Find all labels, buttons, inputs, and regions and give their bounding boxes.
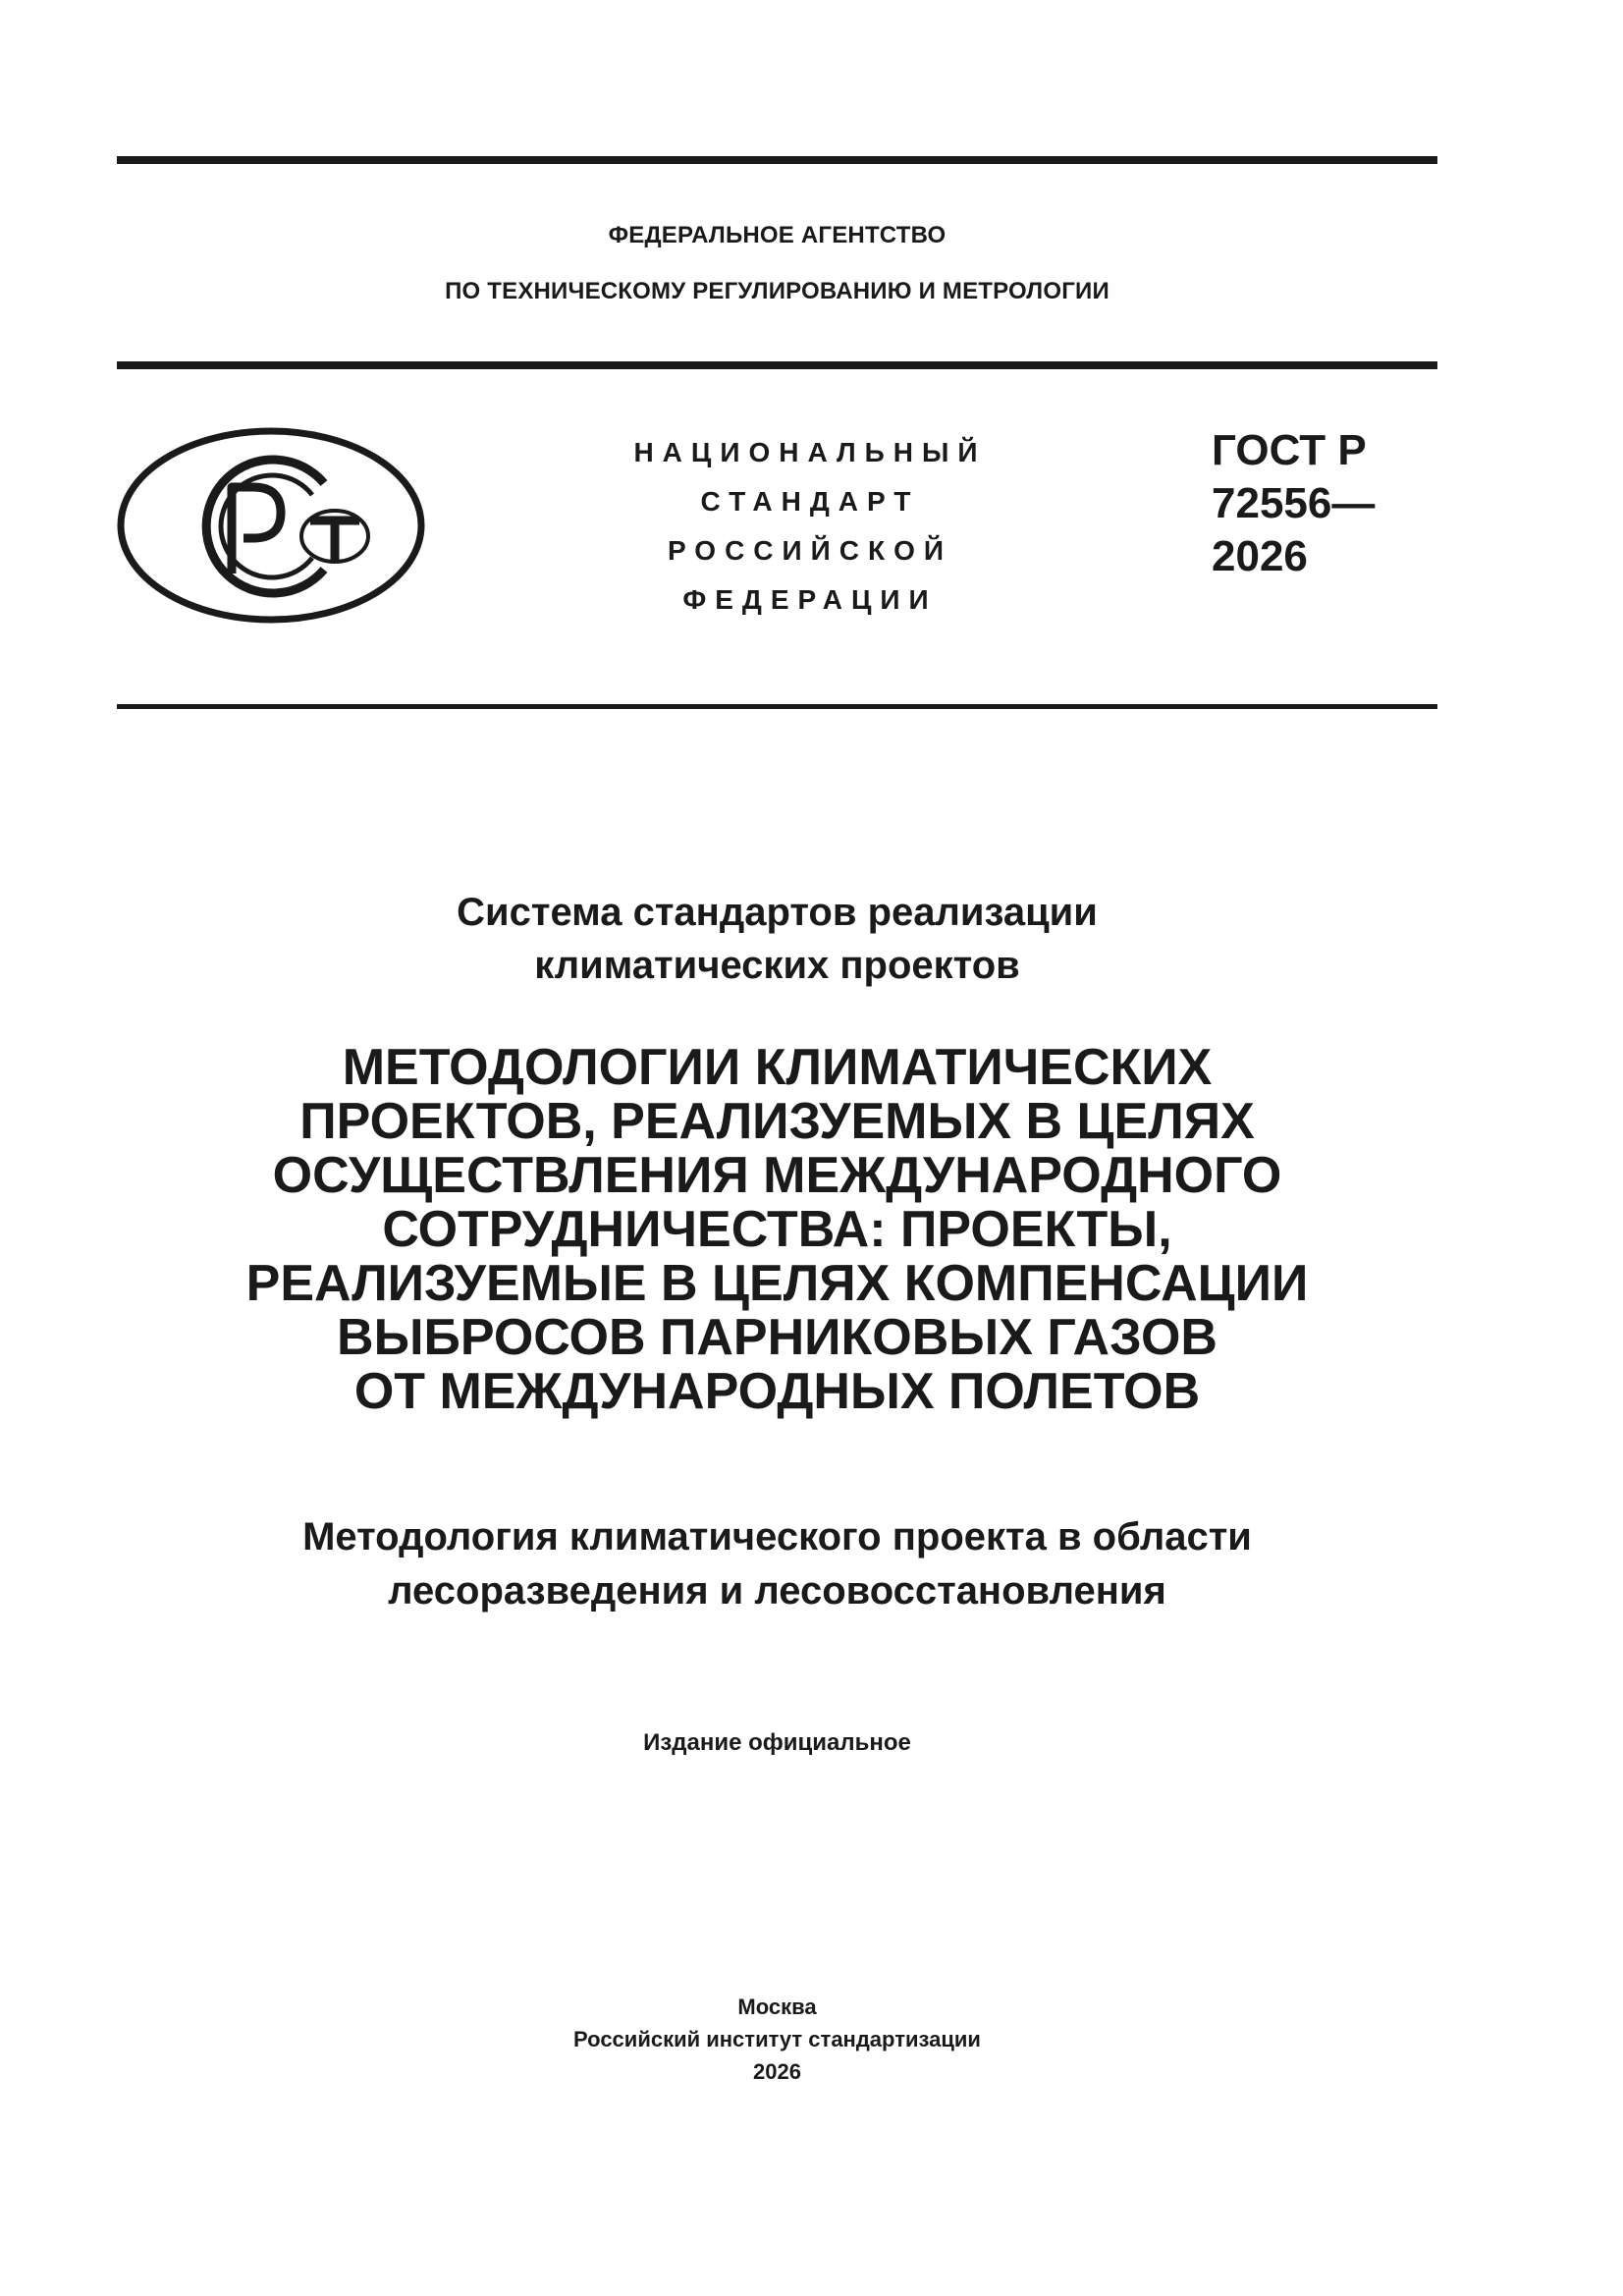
main-title [117, 1041, 1437, 1419]
national-line: ФЕДЕРАЦИИ [682, 584, 938, 615]
main-title-line: ОСУЩЕСТВЛЕНИЯ МЕЖДУНАРОДНОГО [272, 1147, 1282, 1204]
imprint-year: 2026 [753, 2059, 801, 2084]
imprint-publisher: Российский институт стандартизации [573, 2027, 981, 2051]
main-title-line: РЕАЛИЗУЕМЫЕ В ЦЕЛЯХ КОМПЕНСАЦИИ [245, 1255, 1309, 1312]
section-rule [117, 704, 1437, 709]
top-rule [117, 156, 1437, 164]
header-rule [117, 361, 1437, 369]
standard-designation [1212, 424, 1375, 583]
imprint [117, 1991, 1437, 2088]
national-line: НАЦИОНАЛЬНЫЙ [633, 437, 987, 467]
designation-line: 72556— [1212, 479, 1376, 527]
designation-line: ГОСТ Р [1212, 426, 1367, 474]
sub-title-line: лесоразведения и лесовосстановления [388, 1569, 1166, 1613]
main-title-line: МЕТОДОЛОГИИ КЛИМАТИЧЕСКИХ [342, 1039, 1213, 1096]
gost-r-logo-icon [116, 426, 430, 625]
agency-name-line-1: ФЕДЕРАЛЬНОЕ АГЕНТСТВО [608, 222, 947, 248]
main-title-line: ВЫБРОСОВ ПАРНИКОВЫХ ГАЗОВ [337, 1309, 1217, 1366]
main-title-line: ПРОЕКТОВ, РЕАЛИЗУЕМЫХ В ЦЕЛЯХ [299, 1093, 1255, 1150]
series-title-line: климатических проектов [534, 944, 1020, 987]
designation-line: 2026 [1212, 532, 1308, 580]
agency-name-line-2: ПО ТЕХНИЧЕСКОМУ РЕГУЛИРОВАНИЮ И МЕТРОЛОГИИ [445, 278, 1109, 304]
main-title-line: ОТ МЕЖДУНАРОДНЫХ ПОЛЕТОВ [353, 1363, 1201, 1420]
national-line: СТАНДАРТ [700, 486, 920, 517]
edition-label: Издание официальное [643, 1729, 911, 1756]
main-title-line: СОТРУДНИЧЕСТВА: ПРОЕКТЫ, [382, 1201, 1172, 1258]
sub-title-line: Методология климатического проекта в области [302, 1515, 1252, 1558]
series-title-line: Система стандартов реализации [457, 891, 1098, 934]
national-standard-heading [584, 428, 1036, 625]
series-title [117, 886, 1437, 992]
imprint-city: Москва [737, 1995, 817, 2019]
sub-title [117, 1510, 1437, 1618]
national-line: РОССИЙСКОЙ [668, 535, 952, 566]
